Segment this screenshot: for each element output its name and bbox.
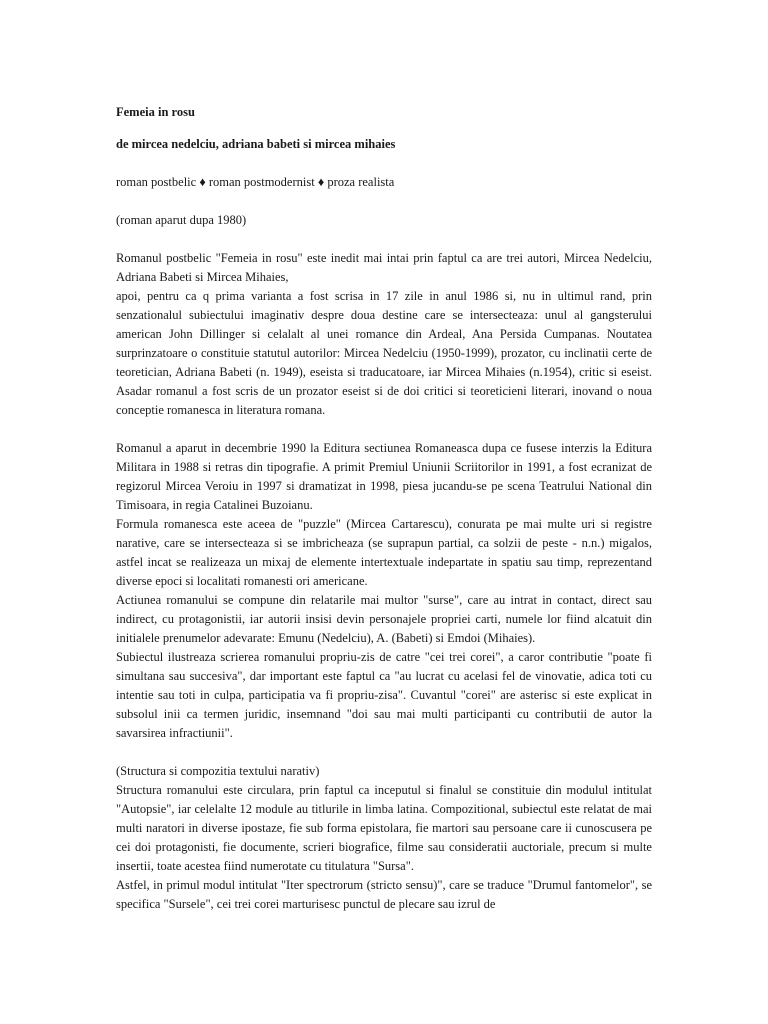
- document-body: [116, 249, 652, 914]
- document-tags: roman postbelic ♦ roman postmodernist ♦ proza realista: [116, 175, 395, 189]
- paragraph: Romanul a aparut in decembrie 1990 la Editura sectiunea Romaneasca dupa ce fusese interzis la Editura Militara in 1988 si retras din tipografie. A primit Premiul Uniunii Scriitorilor in 1991, a fost ecranizat de regizorul Mircea Veroiu in 1997 si dramatizat in 1998, piesa jucandu-se pe scena Teatrului National din Timisoara, in regia Catalinei Buzoianu.: [116, 441, 652, 512]
- paragraph: apoi, pentru ca q prima varianta a fost scrisa in 17 zile in anul 1986 si, nu in ultimul rand, prin senzationalul subiectului imaginativ despre doua destine care se intersecteaza: unul al gangsterului american John Dillinger si celalalt al unei romance din Ardeal, Ana Persida Cumpanas. Noutatea surprinzatoare o constituie statutul autorilor: Mircea Nedelciu (1950-1999), prozator, cu inclinatii certe de teoretician, Adriana Babeti (n. 1949), eseista si traducatoare, iar Mircea Mihaies (n.1954), critic si eseist. Asadar romanul a fost scris de un prozator eseist si de doi critici si teoreticieni literari, inovand o noua conceptie romanesca in literatura romana.: [116, 289, 652, 417]
- paragraph: Subiectul ilustreaza scrierea romanului propriu-zis de catre "cei trei corei", a caror contributie "poate fi simultana sau succesiva", dar important este faptul ca "au lucrat cu acelasi fel de vinovatie, adica toti cu intentie sau toti in culpa, participatia va fi propriu-zisa". Cuvantul "corei" are asterisc si este explicat in subsolul inii ca termen juridic, insemnand "doi sau mai multi participanti cu contributii de autor la savarsirea infractiunii".: [116, 650, 652, 740]
- document-title: Femeia in rosu: [116, 105, 195, 119]
- document-note: (roman aparut dupa 1980): [116, 213, 247, 227]
- paragraph-gap: [116, 743, 652, 762]
- paragraph: Romanul postbelic "Femeia in rosu" este inedit mai intai prin faptul ca are trei autori, Mircea Nedelciu, Adriana Babeti si Mircea Mihaies,: [116, 251, 652, 284]
- section-heading: (Structura si compozitia textului narativ): [116, 764, 320, 778]
- paragraph: Actiunea romanului se compune din relatarile mai multor "surse", care au intrat in contact, direct sau indirect, cu protagonistii, iar autorii insisi devin personajele propriei carti, numele lor fiind alcatuit din initialele prenumelor adevarate: Emunu (Nedelciu), A. (Babeti) si Emdoi (Mihaies).: [116, 593, 652, 645]
- document-authors: de mircea nedelciu, adriana babeti si mircea mihaies: [116, 137, 396, 151]
- paragraph-gap: [116, 420, 652, 439]
- paragraph: Formula romanesca este aceea de "puzzle" (Mircea Cartarescu), conurata pe mai multe uri si registre narative, care se intersecteaza si se imbricheaza (se suprapun partial, ca solzii de peste - n.n.) migalos, astfel incat se realizeaza un mixaj de elemente intertextuale indepartate in spatiu sau timp, reprezentand diverse epoci si localitati romanesti ori americane.: [116, 517, 652, 588]
- paragraph: Astfel, in primul modul intitulat "Iter spectrorum (stricto sensu)", care se traduce "Drumul fantomelor", se specifica "Sursele", cei trei corei marturisesc punctul de plecare sau izrul de: [116, 878, 652, 911]
- paragraph: Structura romanului este circulara, prin faptul ca inceputul si finalul se constituie din modulul intitulat "Autopsie", iar celelalte 12 module au titlurile in limba latina. Compozitional, subiectul este relatat de mai multi naratori in diverse ipostaze, fie sub forma epistolara, fie martori sau persoane care ii cunoscusera pe cei doi protagonisti, fie documente, scrieri biografice, filme sau consideratii auctoriale, precum si multe insertii, toate acestea fiind numerotate cu titulatura "Sursa".: [116, 783, 652, 873]
